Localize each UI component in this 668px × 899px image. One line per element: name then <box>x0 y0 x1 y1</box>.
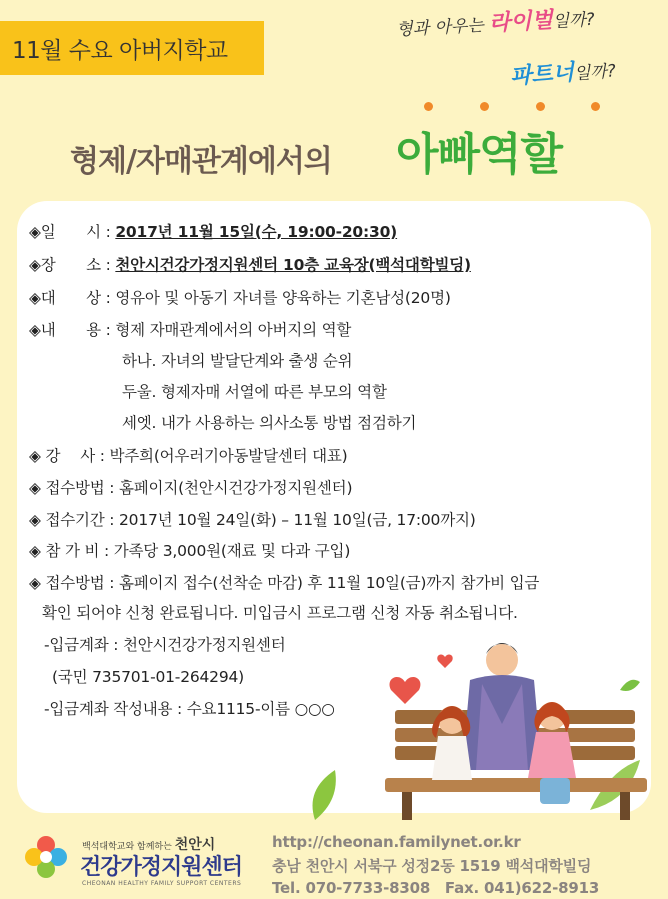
date-label: ◈일 시 : <box>29 223 116 241</box>
address: 충남 천안시 서북구 성정2동 1519 백석대학빌딩 <box>272 857 592 875</box>
bench-leg <box>402 792 412 820</box>
target-row <box>29 286 451 308</box>
program-badge <box>0 21 264 75</box>
content-item: 두울. 형제자매 서열에 따른 부모의 역할 <box>122 383 387 401</box>
tagline1-post: 일까? <box>552 9 596 32</box>
tagline-partner <box>509 52 617 90</box>
leaf-icon <box>620 680 640 691</box>
father-head <box>486 644 518 676</box>
apply-method-row: ◈ 접수방법 : 홈페이지(천안시건강가정지원센터) <box>29 479 353 497</box>
logo-small-text: 백석대학교와 함께하는 <box>82 842 172 852</box>
tagline-rival <box>395 1 595 42</box>
title-prefix: 형제/자매관계에서의 <box>70 144 332 179</box>
logo-name: 건강가정지원센터 <box>80 855 243 880</box>
account-row: -입금계좌 : 천안시건강가정지원센터 <box>44 636 286 654</box>
logo-city: 천안시 <box>174 837 216 853</box>
lecturer-row: ◈ 강 사 : 박주희(어우러기아동발달센터 대표) <box>29 447 348 465</box>
apply-method2-row: ◈ 접수방법 : 홈페이지 접수(선착순 마감) 후 11월 10일(금)까지 참가비 입금 <box>29 574 540 592</box>
target-label: ◈대 상 : <box>29 289 116 307</box>
decorative-dots <box>424 102 600 114</box>
content-label: ◈내 용 : <box>29 321 116 339</box>
footer <box>0 820 668 899</box>
fee-row: ◈ 참 가 비 : 가족당 3,000원(재료 및 다과 구입) <box>29 542 351 560</box>
tagline1-pre: 형과 아우는 <box>395 15 490 41</box>
place-value: 천안시건강가정지원센터 10층 교육장(백석대학빌딩) <box>115 256 471 274</box>
apply-method2-cont: 확인 되어야 신청 완료됩니다. 미입금시 프로그램 신청 자동 취소됩니다. <box>42 604 518 622</box>
apply-period-row: ◈ 접수기간 : 2017년 10월 24일(화) – 11월 10일(금, 17:00까지) <box>29 511 476 529</box>
content-value: 형제 자매관계에서의 아버지의 역할 <box>115 321 352 339</box>
bench-seat <box>385 778 647 792</box>
leaf-icon <box>313 770 336 820</box>
tagline1-highlight: 라이벌 <box>488 8 554 37</box>
boy-pants <box>540 778 570 804</box>
heart-icon <box>390 677 421 704</box>
heart-icon <box>437 654 452 668</box>
title-main: 아빠역할 <box>396 129 563 180</box>
account-number: (국민 735701-01-264294) <box>52 668 245 686</box>
place-label: ◈장 소 : <box>29 256 116 274</box>
date-row <box>29 220 397 242</box>
girl-dress <box>432 736 472 780</box>
tagline2-highlight: 파트너 <box>509 60 575 90</box>
family-bench-illustration <box>290 610 660 820</box>
boy-shirt <box>528 732 576 778</box>
badge-text: 11월 수요 아버지학교 <box>12 37 228 64</box>
place-row <box>29 253 471 275</box>
date-value: 2017년 11월 15일(수, 19:00-20:30) <box>115 223 398 241</box>
phone-fax: Tel. 070-7733-8308 Fax. 041)622-8913 <box>272 879 600 897</box>
tagline2-post: 일까? <box>573 61 617 85</box>
center-logo-icon <box>22 833 70 881</box>
content-item: 하나. 자녀의 발달단계와 출생 순위 <box>122 352 353 370</box>
target-value: 영유아 및 아동기 자녀를 양육하는 기혼남성(20명) <box>115 289 451 307</box>
content-row <box>29 318 351 340</box>
content-item: 세엣. 내가 사용하는 의사소통 방법 점검하기 <box>122 414 417 432</box>
logo-english: CHEONAN HEALTHY FAMILY SUPPORT CENTERS <box>82 880 242 887</box>
website-url[interactable]: http://cheonan.familynet.or.kr <box>272 833 521 851</box>
account-memo: -입금계좌 작성내용 : 수요1115-이름 ○○○ <box>44 700 335 718</box>
bench-leg <box>620 792 630 820</box>
